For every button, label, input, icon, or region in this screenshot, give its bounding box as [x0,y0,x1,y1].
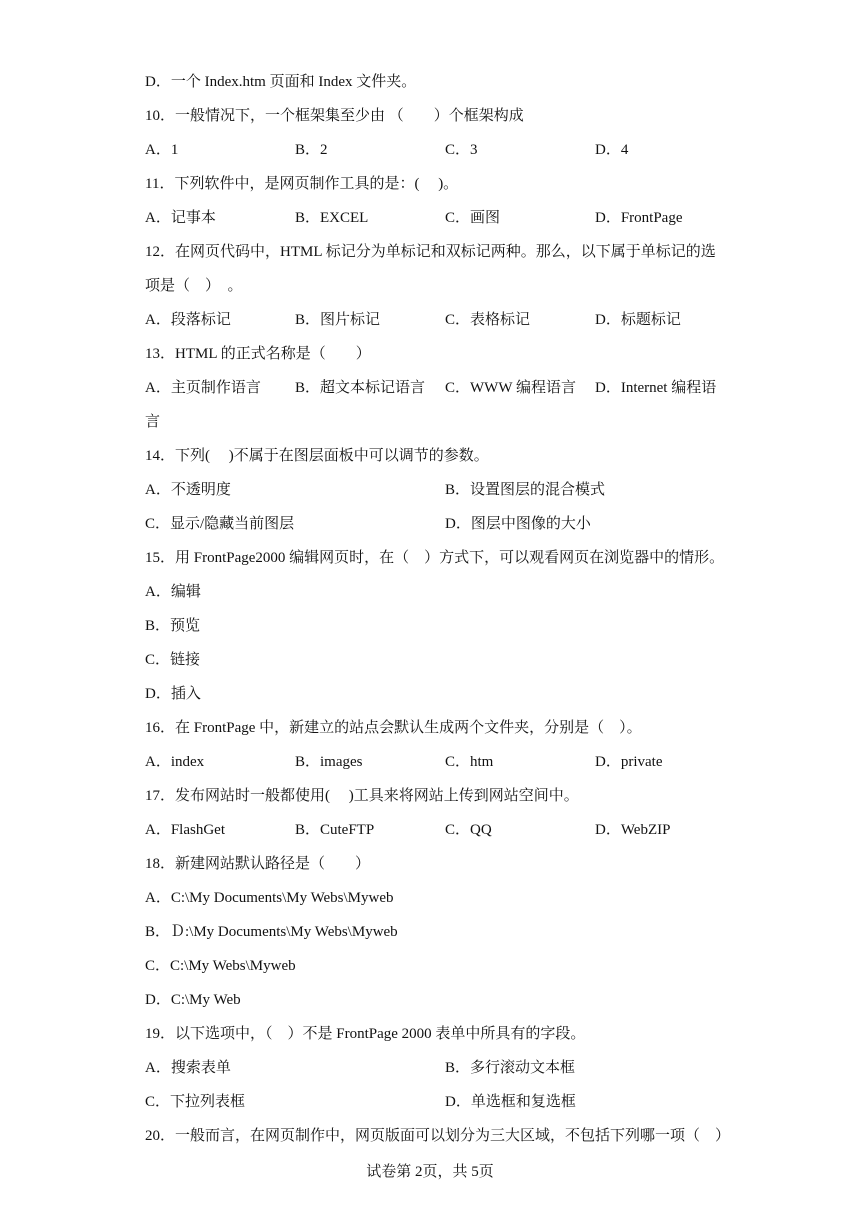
question-13: 13．HTML 的正式名称是（ ） [145,346,371,362]
q19-option-c: C．下拉列表框 [145,1094,246,1110]
q19-option-d: D．单选框和复选框 [445,1094,576,1110]
q18-option-c: C．C:\My Webs\Myweb [145,958,296,974]
q14-option-b: B．设置图层的混合模式 [445,482,606,498]
q15-option-c: C．链接 [145,652,201,668]
q16-option-d: D．private [595,754,663,770]
q10-option-b: B．2 [295,142,328,158]
question-12-cont: 项是（ ） 。 [145,278,243,294]
q17-option-b: B．CuteFTP [295,822,375,838]
q14-option-d: D．图层中图像的大小 [445,516,591,532]
q16-option-c: C．htm [445,754,494,770]
question-19: 19．以下选项中，（ ）不是 FrontPage 2000 表单中所具有的字段。 [145,1026,586,1042]
q14-option-c: C．显示/隐藏当前图层 [145,516,295,532]
q15-option-d: D．插入 [145,686,201,702]
q13-option-b: B．超文本标记语言 [295,380,426,396]
question-18: 18．新建网站默认路径是（ ） [145,856,371,872]
q11-option-c: C．画图 [445,210,501,226]
q15-option-a: A．编辑 [145,584,201,600]
q14-option-a: A．不透明度 [145,482,231,498]
page-footer: 试卷第 2页，共 5页 [366,1164,494,1180]
question-15: 15．用 FrontPage2000 编辑网页时，在（ ）方式下，可以观看网页在浏览器中的情形。 [145,550,725,566]
q18-option-b: B．Ｄ:\My Documents\My Webs\Myweb [145,924,398,940]
q19-option-b: B．多行滚动文本框 [445,1060,576,1076]
q10-option-c: C．3 [445,142,478,158]
q16-option-a: A．index [145,754,205,770]
question-12: 12．在网页代码中，HTML 标记分为单标记和双标记两种。那么，以下属于单标记的选 [145,244,716,260]
q13-option-d-cont: 言 [145,414,161,430]
q12-option-a: A．段落标记 [145,312,231,328]
q13-option-d: D．Internet 编程语 [595,380,717,396]
question-16: 16．在 FrontPage 中，新建立的站点会默认生成两个文件夹，分别是（ ）。 [145,720,642,736]
q17-option-a: A．FlashGet [145,822,225,838]
q13-option-a: A．主页制作语言 [145,380,261,396]
question-17: 17．发布网站时一般都使用( )工具来将网站上传到网站空间中。 [145,788,579,804]
question-11: 11．下列软件中，是网页制作工具的是：( )。 [145,176,459,192]
q18-option-a: A．C:\My Documents\My Webs\Myweb [145,890,394,906]
q17-option-d: D．WebZIP [595,822,671,838]
q15-option-b: B．预览 [145,618,201,634]
q10-option-d: D．4 [595,142,629,158]
question-10: 10．一般情况下，一个框架集至少由 （ ）个框架构成 [145,108,524,124]
q12-option-c: C．表格标记 [445,312,531,328]
q11-option-a: A．记事本 [145,210,216,226]
q10-option-a: A．1 [145,142,179,158]
q16-option-b: B．images [295,754,363,770]
q13-option-c: C．WWW 编程语言 [445,380,576,396]
q19-option-a: A．搜索表单 [145,1060,231,1076]
q11-option-b: B．EXCEL [295,210,369,226]
q11-option-d: D．FrontPage [595,210,683,226]
q18-option-d: D．C:\My Web [145,992,241,1008]
q12-option-d: D．标题标记 [595,312,681,328]
question-14: 14．下列( )不属于在图层面板中可以调节的参数。 [145,448,489,464]
q17-option-c: C．QQ [445,822,492,838]
option-line: D．一个 Index.htm 页面和 Index 文件夹。 [145,74,417,90]
q12-option-b: B．图片标记 [295,312,381,328]
question-20: 20．一般而言，在网页制作中，网页版面可以划分为三大区域，不包括下列哪一项（ ） [145,1128,731,1144]
